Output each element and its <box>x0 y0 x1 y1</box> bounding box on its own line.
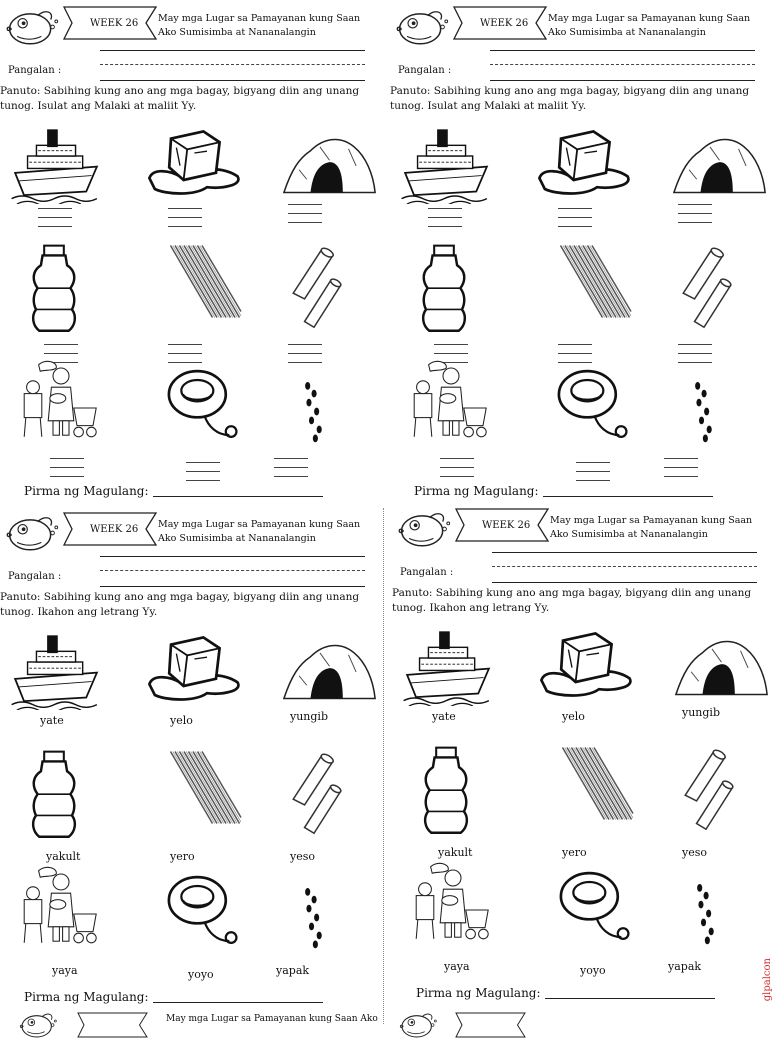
item-word: yelo <box>562 710 585 723</box>
item-word: yungib <box>290 710 328 723</box>
roof-picture <box>548 746 643 821</box>
writing-lines[interactable] <box>38 208 72 235</box>
name-guide-line <box>492 566 757 567</box>
writing-lines[interactable] <box>50 458 84 485</box>
item-word: yakult <box>438 846 473 859</box>
chalk-picture <box>674 246 734 331</box>
credit-text: glpalcon <box>762 958 773 1002</box>
writing-lines[interactable] <box>558 208 592 235</box>
fish-logo <box>396 508 452 550</box>
fragment-title: May mga Lugar sa Pamayanan kung Saan Ako <box>166 1014 378 1024</box>
bottom-fragment-left <box>0 1010 384 1024</box>
instructions: Panuto: Sabihing kung ano ang mga bagay, bigyang diin ang unang tunog. Ikahon ang letrang Yy. <box>0 591 360 618</box>
signature-label: Pirma ng Magulang: <box>414 484 539 498</box>
fish-logo <box>398 1010 438 1040</box>
signature-line[interactable] <box>153 484 323 497</box>
name-line <box>100 50 365 51</box>
signature-line[interactable] <box>153 990 323 1003</box>
writing-lines[interactable] <box>288 204 322 231</box>
nanny-picture <box>16 866 106 946</box>
fish-logo <box>394 6 450 48</box>
signature-label: Pirma ng Magulang: <box>24 484 149 498</box>
bottle-picture <box>24 750 84 840</box>
item-word: yapak <box>668 960 702 973</box>
worksheet-title: May mga Lugar sa Pamayanan kung Saan Ako Sumisimba at Nananalangin <box>550 515 753 540</box>
footprints-picture <box>300 870 332 965</box>
name-guide-line <box>490 64 755 65</box>
parent-signature <box>24 484 323 498</box>
pangalan-label: Pangalan : <box>400 567 454 578</box>
yoyo-picture <box>160 870 240 950</box>
item-word: yungib <box>682 706 720 719</box>
chalk-picture <box>284 246 344 331</box>
week-label: WEEK 26 <box>482 520 531 531</box>
name-line <box>490 80 755 81</box>
item-word: yelo <box>170 714 193 727</box>
pangalan-label: Pangalan : <box>8 571 62 582</box>
yoyo-picture <box>160 364 240 444</box>
worksheet-title: May mga Lugar sa Pamayanan kung Saan Ako Sumisimba at Nananalangin <box>548 13 751 38</box>
footprints-picture <box>692 866 724 961</box>
ship-picture <box>396 124 496 204</box>
bottom-fragment-right <box>384 1010 768 1024</box>
item-word: yero <box>562 846 587 859</box>
item-word: yero <box>170 850 195 863</box>
week-label: WEEK 26 <box>480 18 529 29</box>
writing-lines[interactable] <box>440 458 474 485</box>
pangalan-label: Pangalan : <box>398 65 452 76</box>
nanny-picture <box>408 862 498 942</box>
signature-label: Pirma ng Magulang: <box>24 990 149 1004</box>
roof-picture <box>156 244 251 319</box>
item-word: yaya <box>52 964 78 977</box>
writing-lines[interactable] <box>168 208 202 235</box>
roof-picture <box>156 750 251 825</box>
ice-picture <box>526 126 641 198</box>
writing-lines[interactable] <box>678 204 712 231</box>
item-word: yaya <box>444 960 470 973</box>
name-guide-line <box>100 570 365 571</box>
worksheet-title: May mga Lugar sa Pamayanan kung Saan Ako Sumisimba at Nananalangin <box>158 519 361 544</box>
roof-picture <box>546 244 641 319</box>
bottle-picture <box>24 244 84 334</box>
item-word: yakult <box>46 850 81 863</box>
cave-picture <box>282 130 377 200</box>
writing-lines[interactable] <box>664 458 698 485</box>
ship-picture <box>6 630 106 710</box>
name-line <box>100 586 365 587</box>
signature-line[interactable] <box>543 484 713 497</box>
fish-logo <box>18 1010 58 1040</box>
name-line <box>100 556 365 557</box>
item-word: yoyo <box>188 968 214 981</box>
signature-line[interactable] <box>545 986 715 999</box>
ship-picture <box>6 124 106 204</box>
item-word: yate <box>40 714 64 727</box>
chalk-picture <box>284 752 344 837</box>
worksheet <box>0 0 378 506</box>
parent-signature <box>24 990 323 1004</box>
week-banner <box>442 1010 542 1040</box>
worksheet-title: May mga Lugar sa Pamayanan kung Saan Ako Sumisimba at Nananalangin <box>158 13 361 38</box>
week-label: WEEK 26 <box>90 524 139 535</box>
pangalan-label: Pangalan : <box>8 65 62 76</box>
instructions: Panuto: Sabihing kung ano ang mga bagay, bigyang diin ang unang tunog. Ikahon ang letrang Yy. <box>392 587 752 614</box>
fish-logo <box>4 512 60 554</box>
bottle-picture <box>416 746 476 836</box>
writing-lines[interactable] <box>274 458 308 485</box>
fish-logo <box>4 6 60 48</box>
bottle-picture <box>414 244 474 334</box>
ice-picture <box>528 628 643 700</box>
cave-picture <box>282 636 377 706</box>
yoyo-picture <box>550 364 630 444</box>
ice-picture <box>136 632 251 704</box>
yoyo-picture <box>552 866 632 946</box>
cave-picture <box>672 130 767 200</box>
item-word: yeso <box>290 850 315 863</box>
instructions: Panuto: Sabihing kung ano ang mga bagay, bigyang diin ang unang tunog. Isulat ang Malaki at maliit Yy. <box>390 85 750 112</box>
writing-lines[interactable] <box>428 208 462 235</box>
parent-signature <box>414 484 713 498</box>
name-line <box>490 50 755 51</box>
chalk-picture <box>676 748 736 833</box>
ship-picture <box>398 626 498 706</box>
footprints-picture <box>300 364 332 459</box>
item-word: yeso <box>682 846 707 859</box>
week-label: WEEK 26 <box>90 18 139 29</box>
name-line <box>100 80 365 81</box>
name-line <box>492 582 757 583</box>
ice-picture <box>136 126 251 198</box>
nanny-picture <box>16 360 106 440</box>
item-word: yate <box>432 710 456 723</box>
nanny-picture <box>406 360 496 440</box>
worksheet <box>390 0 768 506</box>
instructions: Panuto: Sabihing kung ano ang mga bagay, bigyang diin ang unang tunog. Isulat ang Malaki at maliit Yy. <box>0 85 360 112</box>
footprints-picture <box>690 364 722 459</box>
item-word: yapak <box>276 964 310 977</box>
signature-label: Pirma ng Magulang: <box>416 986 541 1000</box>
name-line <box>492 552 757 553</box>
worksheet <box>0 506 378 1012</box>
week-banner <box>64 1010 164 1040</box>
cut-line <box>383 508 384 1024</box>
parent-signature <box>416 986 715 1000</box>
cave-picture <box>674 632 769 702</box>
worksheet <box>392 502 770 1008</box>
name-guide-line <box>100 64 365 65</box>
item-word: yoyo <box>580 964 606 977</box>
